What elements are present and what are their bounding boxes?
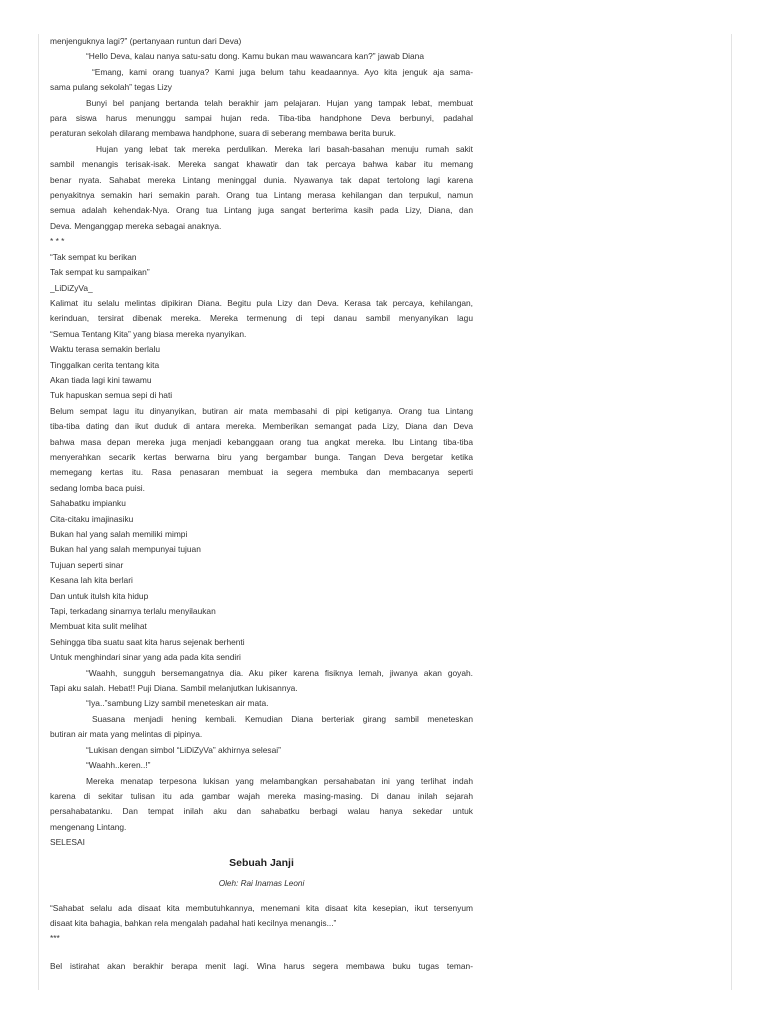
story-two-epigraph	[50, 901, 473, 947]
text-line: Bunyi bel panjang bertanda telah berakhir jam pelajaran. Hujan yang tampak lebat, membuat	[86, 97, 473, 108]
text-line: Membuat kita sulit melihat	[50, 621, 147, 632]
text-line: Kesana lah kita berlari	[50, 575, 133, 586]
text-line: disaat kita bahagia, bahkan rela mengalah padahal hati kecilnya menangis...”	[50, 917, 337, 928]
text-line: Sehingga tiba suatu saat kita harus sejenak berhenti	[50, 636, 245, 647]
page-right-border	[731, 34, 732, 990]
text-line: “Waahh..keren..!”	[86, 760, 151, 771]
text-line: “Semua Tentang Kita” yang biasa mereka nyanyikan.	[50, 328, 247, 339]
text-line: ***	[50, 933, 60, 944]
text-line: kerinduan, tersirat dibenak mereka. Mereka termenung di tepi danau sambil menyanyikan lagu	[50, 313, 473, 324]
text-line: Untuk menghindari sinar yang ada pada kita sendiri	[50, 652, 241, 663]
text-line: “Emang, kami orang tuanya? Kami juga belum tahu keadaannya. Ayo kita jenguk aja sama-	[92, 66, 473, 77]
text-line: menyerahkan secarik kertas berwarna biru yang bergambar bunga. Tangan Deva bergetar ketika	[50, 451, 473, 462]
text-line: Suasana menjadi hening kembali. Kemudian Diana berteriak girang sambil meneteskan	[92, 713, 473, 724]
story-byline: Oleh: Rai Inamas Leoni	[218, 878, 305, 888]
spacer	[50, 891, 473, 901]
text-line: Bel istirahat akan berakhir berapa menit lagi. Wina harus segera membawa buku tugas teman-	[50, 960, 473, 971]
text-line: Hujan yang lebat tak mereka perdulikan. Mereka lari basah-basahan menuju rumah sakit	[96, 143, 473, 154]
text-line: bahwa masa depan mereka juga menjadi kebanggaan orang tua angkat mereka. Ibu Lintang tiba-tiba	[50, 436, 473, 447]
text-line: para siswa harus menunggu sampai hujan reda. Tiba-tiba handphone Deva berbunyi, padahal	[50, 113, 473, 124]
text-line: “Tak sempat ku berikan	[50, 251, 137, 262]
text-line: Mereka menatap terpesona lukisan yang melambangkan persahabatan ini yang terlihat indah	[86, 775, 473, 786]
text-line: menjenguknya lagi?” (pertanyaan runtun dari Deva)	[50, 36, 242, 46]
text-line: butiran air mata yang melintas di pipinya.	[50, 729, 203, 740]
text-line: Bukan hal yang salah memiliki mimpi	[50, 529, 188, 539]
text-line: Sahabatku impianku	[50, 498, 126, 509]
text-line: Tuk hapuskan semua sepi di hati	[50, 390, 173, 401]
text-line: SELESAI	[50, 837, 85, 848]
text-line: _LiDiZyVa_	[50, 282, 93, 293]
text-line: memegang kertas itu. Rasa penasaran membuat ia segera membuka dan membacanya seperti	[50, 467, 473, 478]
document-page	[50, 34, 473, 984]
text-line: “Sahabat selalu ada disaat kita membutuhkannya, menemani kita disaat kita kesepian, ikut tersenyum	[50, 902, 473, 913]
text-line: Kalimat itu selalu melintas dipikiran Diana. Begitu pula Lizy dan Deva. Kerasa tak percaya, kehilangan,	[50, 297, 473, 308]
text-line: Tinggalkan cerita tentang kita	[50, 359, 160, 370]
story-title: Sebuah Janji	[229, 856, 294, 869]
text-line: “Lukisan dengan simbol “LiDiZyVa” akhirnya selesai”	[86, 744, 281, 755]
text-line: Belum sempat lagu itu dinyanyikan, butiran air mata membasahi di pipi ketiganya. Orang tua Lintang	[50, 405, 473, 416]
story-one-text	[50, 34, 473, 851]
text-line: benar nyata. Sahabat mereka Lintang meninggal dunia. Nyawanya tak dapat tertolong lagi karena	[50, 174, 473, 185]
text-line: * * *	[50, 236, 65, 247]
text-line: persahabatanku. Dan tempat inilah aku dan sahabatku berbagi walau hanya sekedar untuk	[50, 806, 473, 817]
text-line: mengenang Lintang.	[50, 821, 127, 832]
text-line: sama pulang sekolah” tegas Lizy	[50, 82, 172, 93]
text-line: peraturan sekolah dilarang membawa handphone, suara di seberang membawa berita buruk.	[50, 128, 396, 139]
text-line: Deva. Menganggap mereka sebagai anaknya.	[50, 220, 222, 231]
text-line: Waktu terasa semakin berlalu	[50, 344, 161, 355]
spacer	[50, 947, 473, 959]
text-line: sambil menangis terisak-isak. Mereka sangat khawatir dan tak percaya bahwa kabar itu memang	[50, 159, 473, 170]
text-line: sedang lomba baca puisi.	[50, 482, 145, 493]
text-line: penyakitnya semakin hari semakin parah. Orang tua Lintang merasa kehilangan dan terpukul, namun	[50, 190, 473, 201]
text-line: karena di sekitar tulisan itu ada gambar wajah mereka masing-masing. Di danau inilah sejarah	[50, 790, 473, 801]
text-line: Tapi aku salah. Hebat!! Puji Diana. Sambil melanjutkan lukisannya.	[50, 683, 298, 694]
text-line: “Hello Deva, kalau nanya satu-satu dong. Kamu bukan mau wawancara kan?” jawab Diana	[86, 51, 424, 62]
text-line: Tujuan seperti sinar	[50, 559, 124, 570]
story-two-text	[50, 959, 473, 974]
text-line: “Iya..”sambung Lizy sambil meneteskan air mata.	[86, 698, 269, 709]
text-line: Cita-citaku imajinasiku	[50, 513, 134, 524]
text-line: Bukan hal yang salah mempunyai tujuan	[50, 544, 201, 555]
text-line: Akan tiada lagi kini tawamu	[50, 374, 152, 385]
text-line: Tak sempat ku sampaikan”	[50, 267, 150, 278]
page-left-border	[38, 34, 39, 990]
text-line: semua adalah kehendak-Nya. Orang tua Lintang juga sangat berterima kasih pada Lizy, Diana, dan	[50, 205, 473, 216]
text-line: tiba-tiba dating dan ikut duduk di antara mereka. Memberikan semangat pada Lizy, Diana dan Deva	[50, 421, 473, 432]
text-line: Tapi, terkadang sinarnya terlalu menyilaukan	[50, 606, 216, 617]
text-line: “Waahh, sungguh bersemangatnya dia. Aku piker karena fisiknya lemah, jiwanya akan goyah.	[86, 667, 473, 678]
text-line: Dan untuk itulsh kita hidup	[50, 590, 149, 601]
